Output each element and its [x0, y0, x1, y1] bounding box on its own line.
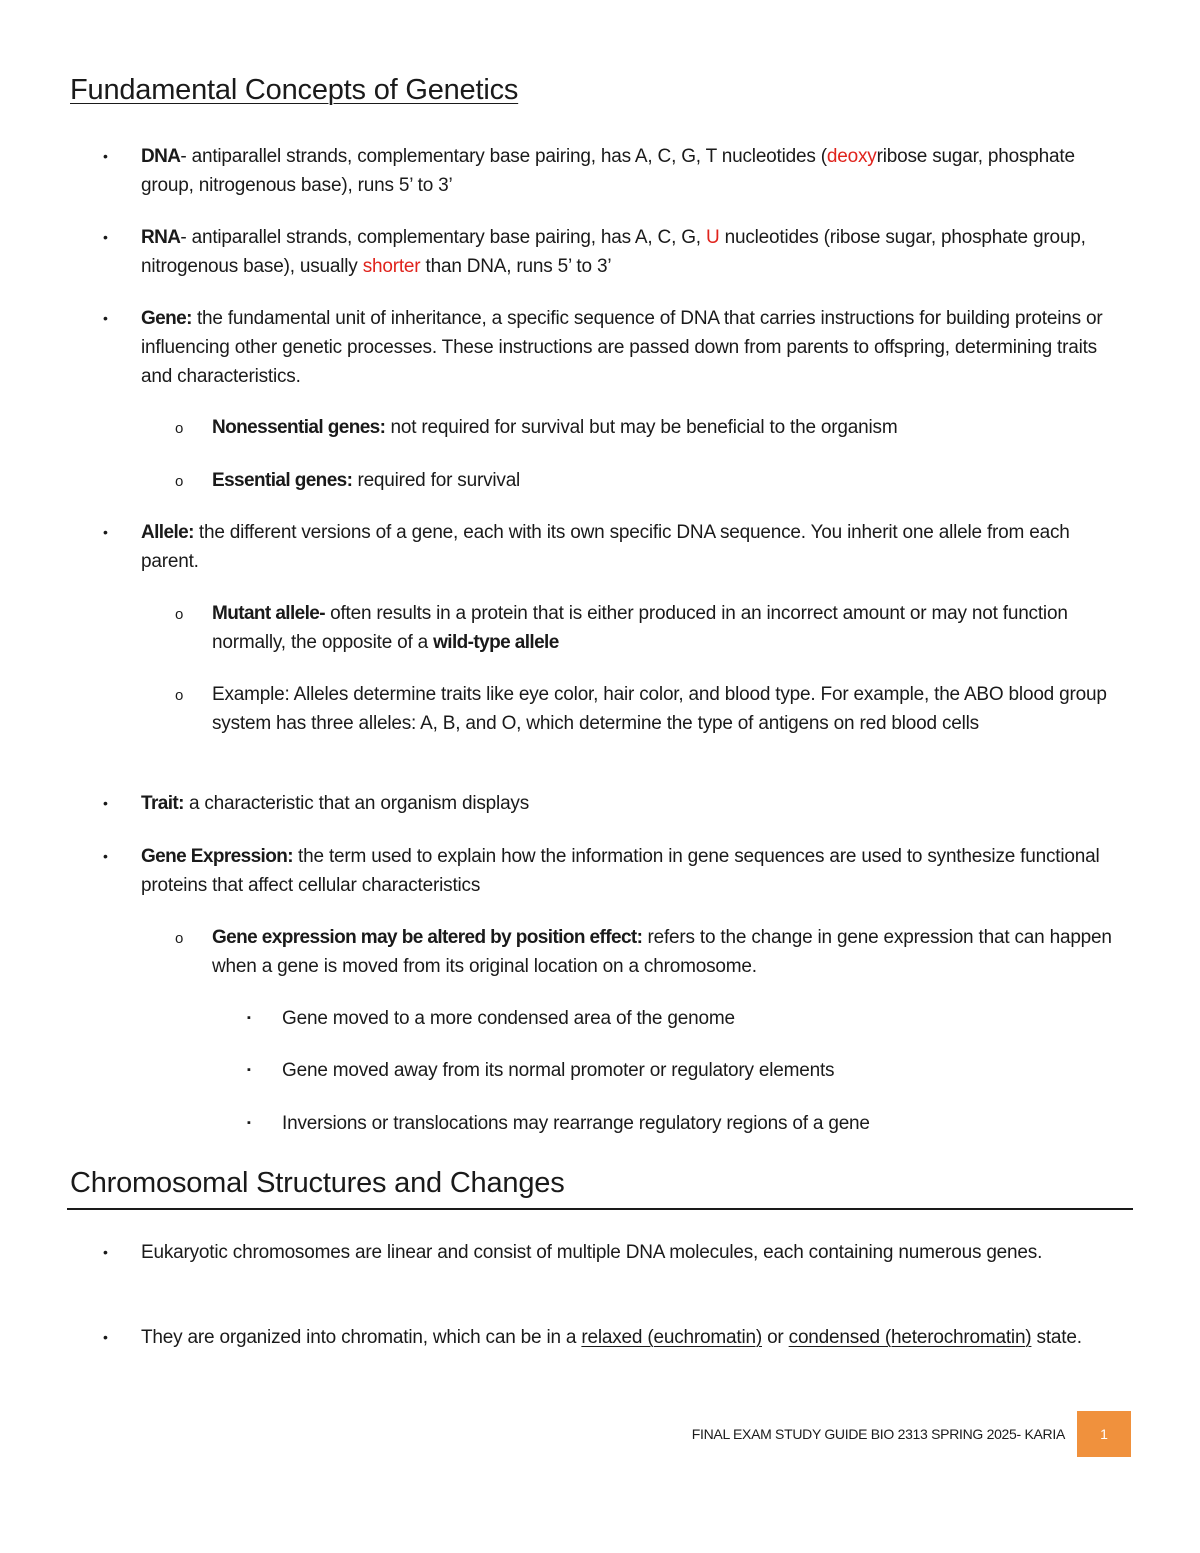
list-item-nonessential-genes — [175, 413, 1132, 442]
list-item-gene — [103, 304, 1131, 391]
list-item-dna — [103, 142, 1131, 200]
term-gene: Gene: — [141, 308, 192, 329]
eukaryotic-text: Eukaryotic chromosomes are linear and consist of multiple DNA molecules, each containing numerous genes. — [141, 1242, 1043, 1263]
rna-text-3: than DNA, runs 5’ to 3’ — [420, 256, 612, 277]
term-dna: DNA — [141, 146, 181, 167]
dna-text-1: - antiparallel strands, complementary base pairing, has A, C, G, T nucleotides ( — [180, 146, 827, 167]
term-gene-expression: Gene Expression: — [141, 846, 293, 867]
position-effect-text: refers to the change in gene expression that can happen when a gene is moved from its original location on a chromosome. — [212, 927, 1112, 977]
rna-red-u: U — [705, 227, 720, 248]
square-marker: ▪ — [247, 1117, 251, 1129]
chromatin-text-1: They are organized into chromatin, which can be in a — [141, 1327, 582, 1348]
circle-marker: o — [175, 606, 184, 623]
rna-red-shorter: shorter — [362, 256, 421, 277]
list-item-sub-3 — [247, 1109, 1132, 1138]
square-marker: ▪ — [247, 1064, 251, 1076]
bullet-marker: • — [103, 1244, 108, 1260]
term-wild-type-allele: wild-type allele — [433, 632, 559, 653]
bullet-marker: • — [103, 229, 108, 245]
essential-text: required for survival — [352, 470, 521, 491]
mutant-text: often results in a protein that is either produced in an incorrect amount or may not function normally, the opposite of a — [212, 603, 1068, 653]
nonessential-text: not required for survival but may be beneficial to the organism — [385, 417, 898, 438]
bullet-marker: • — [103, 310, 108, 326]
gene-text: the fundamental unit of inheritance, a specific sequence of DNA that carries instructions for building proteins or influencing other genetic processes. These instructions are passed down from parents to offspring, determining traits and characteristics. — [141, 308, 1103, 387]
section-heading-chromosomal-structures: Chromosomal Structures and Changes — [70, 1167, 565, 1199]
list-item-essential-genes — [175, 466, 1132, 495]
list-item-chromatin — [103, 1323, 1131, 1352]
list-item-allele — [103, 518, 1131, 576]
circle-marker: o — [175, 687, 184, 704]
term-rna: RNA — [141, 227, 181, 248]
rna-text-2: nucleotides (ribose sugar, phosphate group, nitrogenous base), usually — [141, 227, 1086, 277]
term-allele: Allele: — [141, 522, 194, 543]
rna-text-1: - antiparallel strands, complementary base pairing, has A, C, G, — [180, 227, 706, 248]
allele-text: the different versions of a gene, each with its own specific DNA sequence. You inherit one allele from each parent. — [141, 522, 1070, 572]
chromatin-relaxed: relaxed (euchromatin) — [581, 1327, 762, 1348]
list-item-eukaryotic-chromosomes — [103, 1238, 1131, 1267]
example-text: Example: Alleles determine traits like eye color, hair color, and blood type. For example, the ABO blood group system has three alleles: A, B, and O, which determine the type of antigens on red blood cells — [212, 684, 1107, 734]
bullet-marker: • — [103, 148, 108, 164]
list-item-position-effect — [175, 923, 1132, 981]
list-item-mutant-allele — [175, 599, 1132, 657]
circle-marker: o — [175, 930, 184, 947]
term-nonessential-genes: Nonessential genes: — [212, 417, 386, 438]
trait-text: a characteristic that an organism displays — [183, 793, 530, 814]
bullet-marker: • — [103, 848, 108, 864]
term-position-effect: Gene expression may be altered by position effect: — [212, 927, 643, 948]
bullet-marker: • — [103, 795, 108, 811]
circle-marker: o — [175, 473, 184, 490]
sub-text-3: Inversions or translocations may rearrange regulatory regions of a gene — [282, 1113, 870, 1134]
chromatin-condensed: condensed (heterochromatin) — [788, 1327, 1032, 1348]
section-heading-fundamental-concepts: Fundamental Concepts of Genetics — [70, 74, 519, 106]
footer-title: FINAL EXAM STUDY GUIDE BIO 2313 SPRING 2025- KARIA — [691, 1426, 1065, 1442]
chromatin-text-2: or — [761, 1327, 789, 1348]
list-item-sub-2 — [247, 1056, 1132, 1085]
sub-text-2: Gene moved away from its normal promoter or regulatory elements — [282, 1060, 835, 1081]
term-essential-genes: Essential genes: — [212, 470, 353, 491]
dna-text-2: ribose sugar, phosphate group, nitrogenous base), runs 5’ to 3’ — [141, 146, 1075, 196]
term-mutant-allele: Mutant allele- — [212, 603, 326, 624]
page-number-badge: 1 — [1077, 1411, 1131, 1457]
dna-red-deoxy: deoxy — [826, 146, 877, 167]
square-marker: ▪ — [247, 1012, 251, 1024]
term-trait: Trait: — [141, 793, 184, 814]
circle-marker: o — [175, 420, 184, 437]
list-item-gene-expression — [103, 842, 1131, 900]
list-item-sub-1 — [247, 1004, 1132, 1033]
gene-expression-text: the term used to explain how the information in gene sequences are used to synthesize functional proteins that affect cellular characteristics — [141, 846, 1100, 896]
list-item-rna — [103, 223, 1131, 281]
sub-text-1: Gene moved to a more condensed area of the genome — [282, 1008, 735, 1029]
bullet-marker: • — [103, 524, 108, 540]
chromatin-text-3: state. — [1031, 1327, 1082, 1348]
bullet-marker: • — [103, 1329, 108, 1345]
list-item-example — [175, 680, 1132, 738]
heading-divider — [67, 1208, 1133, 1210]
list-item-trait — [103, 789, 1131, 818]
